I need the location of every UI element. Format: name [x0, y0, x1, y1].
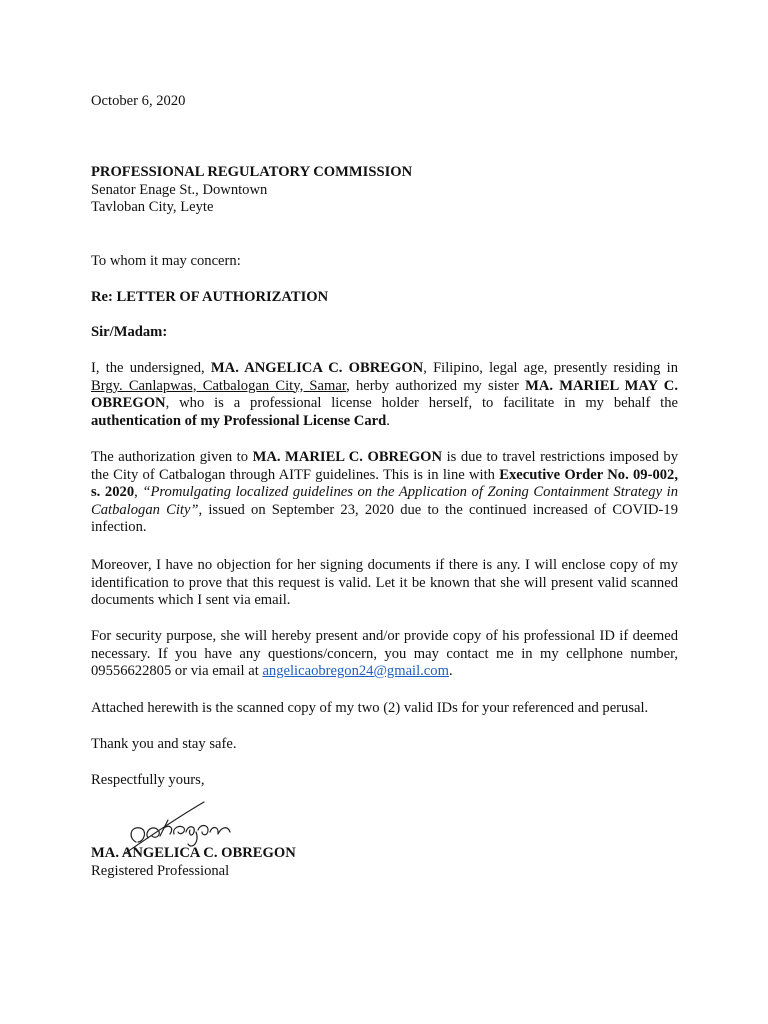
paragraph-thanks: Thank you and stay safe.	[91, 736, 237, 752]
signatory-name: MA. ANGELICA C. OBREGON	[91, 845, 296, 861]
recipient-city: Tavloban City, Leyte	[91, 199, 214, 216]
recipient-street: Senator Enage St., Downtown	[91, 181, 268, 198]
paragraph-authorization: I, the undersigned, MA. ANGELICA C. OBREGON, Filipino, legal age, presently residing in Brgy. Canlapwas, Catbalogan City, Samar, herby authorized my sister MA. MARIEL MAY C. OBREGON, who is a professional license holder herself, to facilitate in my behalf the authentication of my Professional License Card.	[91, 360, 678, 429]
paragraph-attachment: Attached herewith is the scanned copy of my two (2) valid IDs for your referenced and perusal.	[91, 700, 649, 716]
recipient-org: PROFESSIONAL REGULATORY COMMISSION	[91, 164, 413, 180]
paragraph-objection: Moreover, I have no objection for her signing documents if there is any. I will enclose copy of my identification to prove that this request is valid. Let it be known that she will present valid scanned documents which I sent via email.	[91, 557, 678, 609]
closing: Respectfully yours,	[91, 772, 205, 788]
signatory-block	[91, 845, 678, 880]
residence-address: Brgy. Canlapwas, Catbalogan City, Samar	[91, 377, 347, 394]
email-link[interactable]: angelicaobregon24@gmail.com	[262, 663, 449, 680]
paragraph-reason: The authorization given to MA. MARIEL C. OBREGON is due to travel restrictions imposed by the City of Catbalogan through AITF guidelines. This is in line with Executive Order No. 09-002, s. 2020, “Promulgating localized guidelines on the Application of Zoning Containment Strategy in Catbalogan City”, issued on September 23, 2020 due to the continued increased of COVID-19 infection.	[91, 449, 679, 536]
recipient-block	[91, 164, 678, 217]
salutation: Sir/Madam:	[91, 324, 168, 340]
signatory-title: Registered Professional	[91, 862, 230, 879]
letter-date: October 6, 2020	[91, 93, 186, 109]
order-title: “Promulgating localized guidelines on the Application of Zoning Containment Strategy in Catbalogan City”,	[91, 484, 678, 518]
subject-line: Re: LETTER OF AUTHORIZATION	[91, 289, 329, 305]
greeting: To whom it may concern:	[91, 253, 241, 269]
paragraph-security: For security purpose, she will hereby present and/or provide copy of his professional ID if deemed necessary. If you have any questions/concern, you may contact me in my cellphone number, 09556622805 or via email at angelicaobregon24@gmail.com.	[91, 628, 678, 680]
